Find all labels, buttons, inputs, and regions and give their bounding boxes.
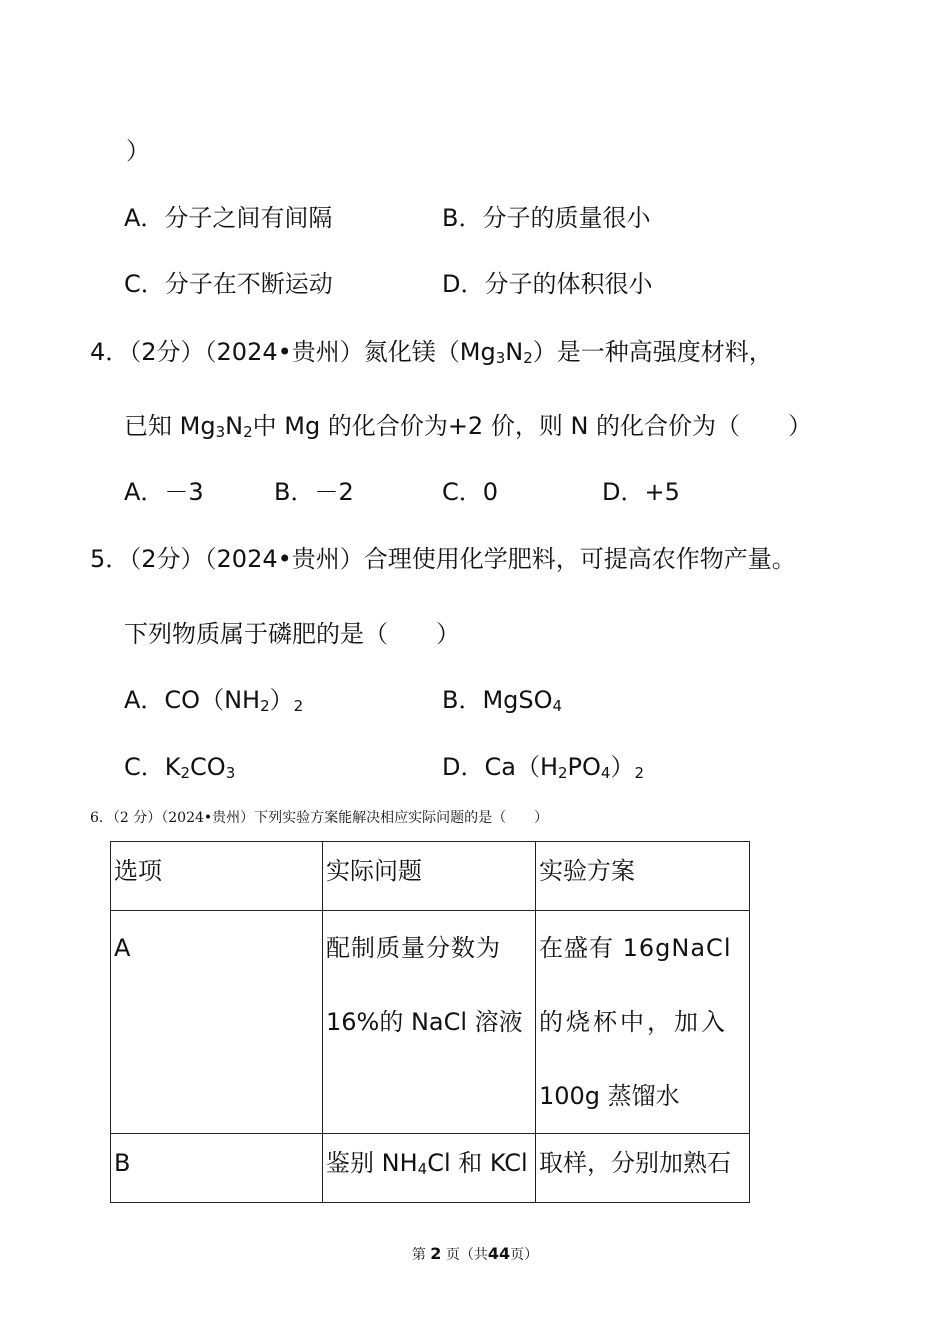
q4-option-c: C．0 bbox=[442, 478, 499, 506]
header-problem: 实际问题 bbox=[323, 842, 536, 911]
row-b-plan: 取样，分别加熟石 bbox=[536, 1134, 750, 1203]
table-row bbox=[111, 911, 750, 1134]
row-b-option: B bbox=[111, 1134, 323, 1203]
q5-line2: 下列物质属于磷肥的是（ ） bbox=[124, 620, 460, 648]
q5-option-a: A．$CO(NH_2)_2$ bbox=[124, 686, 304, 715]
table-header-row bbox=[111, 842, 750, 911]
q3-option-a: A．分子之间有间隔 bbox=[124, 204, 333, 232]
q3-tail: ） bbox=[126, 137, 150, 165]
q4-option-a: A．－3 bbox=[124, 478, 204, 506]
q5-option-b: B．MgSO$_4$ bbox=[442, 686, 563, 715]
q6-table bbox=[110, 841, 750, 1203]
q4-option-b: B．－2 bbox=[274, 478, 354, 506]
row-b-problem: 鉴别 $NH_4Cl$ 和 KCl bbox=[323, 1134, 536, 1203]
q5-option-d: D．$Ca(H_2PO_4)_2$ bbox=[442, 753, 645, 782]
table-row bbox=[111, 1134, 750, 1203]
q4-line1: 4．（2分）（2024•贵州）氮化镁$(Mg_3N_2)$是一种高强度材料， bbox=[90, 338, 773, 367]
q5-option-c: C．$K_2CO_3$ bbox=[124, 753, 236, 782]
row-a-option: A bbox=[111, 911, 323, 1134]
q3-option-d: D．分子的体积很小 bbox=[442, 270, 653, 298]
header-plan: 实验方案 bbox=[536, 842, 750, 911]
q4-line2: 已知 $Mg_3N_2$中 Mg 的化合价为+2 价，则 N 的化合价为（ ） bbox=[124, 412, 813, 441]
header-option: 选项 bbox=[111, 842, 323, 911]
row-a-problem: 配制质量分数为 16%的 NaCl 溶液 bbox=[323, 911, 536, 1134]
q6-line: 6．（2 分）（2024•贵州）下列实验方案能解决相应实际问题的是（ ） bbox=[90, 810, 549, 826]
q5-line1: 5．（2分）（2024•贵州）合理使用化学肥料，可提高农作物产量。 bbox=[90, 545, 796, 573]
q3-option-b: B．分子的质量很小 bbox=[442, 204, 651, 232]
row-a-plan: 在盛有 16gNaCl 的烧杯中，加入 100g 蒸馏水 bbox=[536, 911, 750, 1134]
q4-option-d: D．+5 bbox=[602, 478, 680, 506]
q3-option-c: C．分子在不断运动 bbox=[124, 270, 333, 298]
page-footer: 第 2 页（共44页） bbox=[411, 1244, 539, 1263]
